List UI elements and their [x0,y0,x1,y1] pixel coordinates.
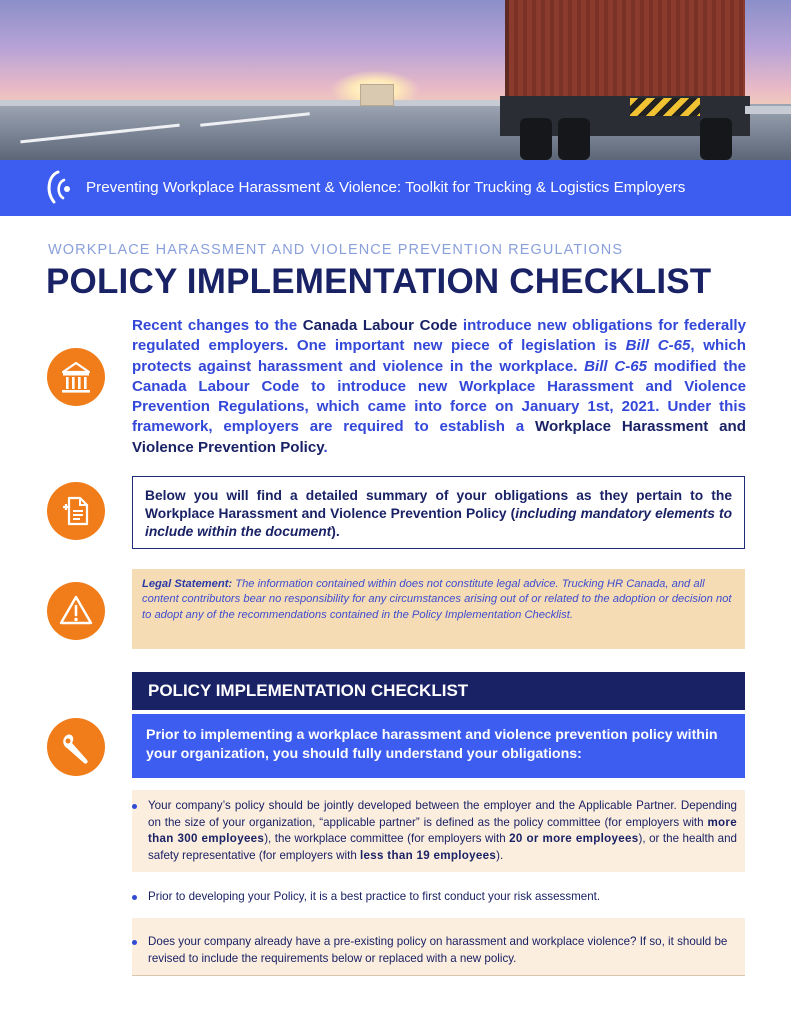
policy-term: Workplace Harassment and Violence Prevention Policy [132,418,746,456]
section-label: WORKPLACE HARASSMENT AND VIOLENCE PREVENTION REGULATIONS [48,242,624,258]
guardrail [0,100,520,106]
intro-paragraph: Recent changes to the Canada Labour Code introduce new obligations for federally regulated employers. One important new piece of legislation is Bill C-65, which protects against harassment and violence in the workplace. Bill C-65 modified the Canada Labour Code to introduce new Workplace Harassment and Violence Prevention Regulations, which came into force on January 1st, 2021. Under this framework, employers are required to establish a Workplace Harassment and Violence Prevention Policy. [132,317,747,456]
shipping-container [505,0,745,98]
page-title: POLICY IMPLEMENTATION CHECKLIST [46,262,712,301]
trucking-hr-logo-icon [44,168,74,208]
obligations-summary-box: Below you will find a detailed summary of your obligations as they pertain to the Workplace Harassment and Violence Prevention Policy (including mandatory elements to include within the document). [132,476,745,549]
checklist-item: Does your company already have a pre-existing policy on harassment and workplace violence? If so, it should be revised to include the requirements below or replaced with a new policy. [132,918,745,976]
legal-statement-label: Legal Statement: [142,578,233,590]
bullet-icon [132,940,137,945]
document-add-icon [47,482,105,540]
wrench-icon [47,718,105,776]
trailer-safety-stripe [630,98,700,116]
warning-icon [47,582,105,640]
guardrail-right [745,106,791,114]
truck-wheel [520,118,552,160]
government-building-icon [47,348,105,406]
bill-c65-term: Bill C-65 [625,337,691,355]
bullet-icon [132,895,137,900]
checklist-subheading: Prior to implementing a workplace harassment and violence prevention policy within your organization, you should fully understand your obligations: [132,714,745,778]
checklist-heading: POLICY IMPLEMENTATION CHECKLIST [132,672,745,710]
canada-labour-code-term: Canada Labour Code [302,317,458,334]
bullet-icon [132,804,137,809]
distant-truck [360,84,394,106]
hero-photo-truck-highway [0,0,791,160]
truck-wheel [558,118,590,160]
checklist-item: Prior to developing your Policy, it is a best practice to first conduct your risk assessment. [132,882,745,912]
header-banner [0,160,791,216]
checklist-item: Your company’s policy should be jointly developed between the employer and the Applicable Partner. Depending on the size of your organization, “applicable partner” is defined as the policy committee (for employers with more than 300 employees), the workplace committee (for employers with 20 or more employees), or the health and safety representative (for employers with less than 19 employees). [132,790,745,872]
truck-wheel [700,118,732,160]
legal-statement: Legal Statement: The information contained within does not constitute legal advice. Trucking HR Canada, and all content contributors bear no responsibility for any circumstances arising out of or related to the adoption or decision not to adopt any of the recommendations contained in the Policy Implementation Checklist. [132,569,745,649]
toolkit-title: Preventing Workplace Harassment & Violence: Toolkit for Trucking & Logistics Employers [86,179,686,196]
bill-c65-term: Bill C-65 [584,357,648,375]
